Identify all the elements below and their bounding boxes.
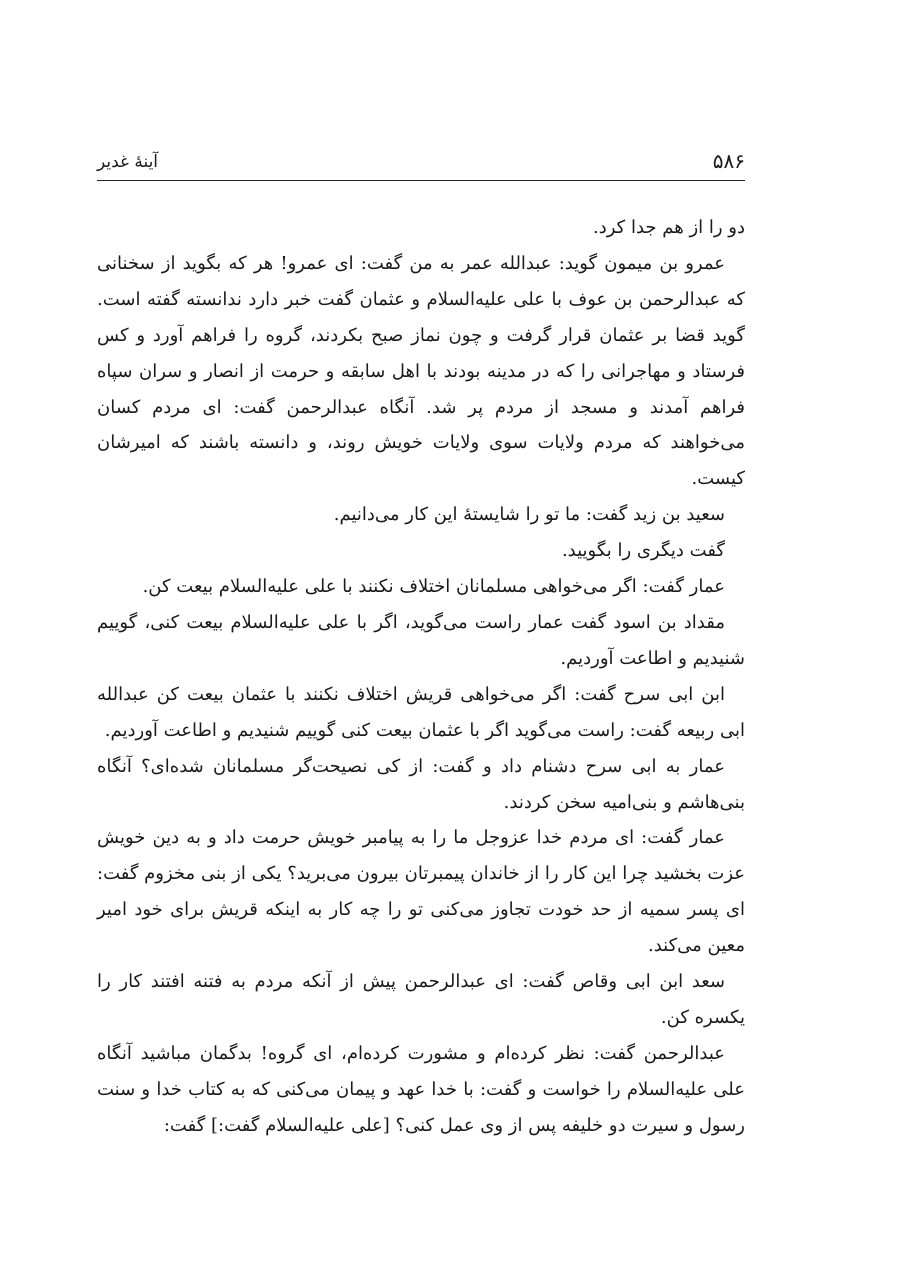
running-header	[97, 148, 745, 181]
paragraph: عمار به ابی سرح دشنام داد و گفت: از کی نصیحت‌گر مسلمانان شده‌ای؟ آنگاه بنی‌هاشم و بنی‌امیه سخن کردند.	[97, 755, 745, 813]
paragraph: مقداد بن اسود گفت عمار راست می‌گوید، اگر با علی علیه‌السلام بیعت کنی، گوییم شنیدیم و اطاعت آوردیم.	[97, 611, 745, 669]
page-number: ۵۸۶	[712, 149, 745, 173]
body-text	[97, 210, 745, 1144]
paragraph: گفت دیگری را بگویید.	[561, 540, 725, 562]
paragraph: عمار گفت: اگر می‌خواهی مسلمانان اختلاف نکنند با علی علیه‌السلام بیعت کن.	[142, 576, 725, 598]
paragraph: سعد ابن ابی وقاص گفت: ای عبدالرحمن پیش از آنکه مردم به فتنه افتند کار را یکسره کن.	[97, 971, 745, 1028]
paragraph: ابن ابی سرح گفت: اگر می‌خواهی قریش اختلاف نکنند با عثمان بیعت کن عبدالله ابی ربیعه گفت: راست می‌گوید اگر با عثمان بیعت کنی گوییم شنیدیم و اطاعت آوردیم.	[97, 683, 745, 741]
paragraph: عبدالرحمن گفت: نظر کرده‌ام و مشورت کرده‌ام، ای گروه! بدگمان مباشید آنگاه علی علیه‌السلام را خواست و گفت: با خدا عهد و پیمان می‌کنی که به کتاب خدا و سنت رسول و سیرت دو خلیفه پس از وی عمل کنی؟ [علی علیه‌السلام گفت:] گفت:	[97, 1042, 745, 1136]
paragraph: عمار گفت: ای مردم خدا عزوجل ما را به پیامبر خویش حرمت داد و به دین خویش عزت بخشید چرا این کار را از خاندان پیمبرتان بیرون می‌برید؟ یکی از بنی مخزوم گفت: ای پسر سمیه از حد خودت تجاوز می‌کنی تو را چه کار به اینکه قریش برای خود امیر معین می‌کند.	[97, 827, 745, 957]
paragraph: دو را از هم جدا کرد.	[593, 217, 745, 238]
paragraph: عمرو بن میمون گوید: عبدالله عمر به من گفت: ای عمرو! هر که بگوید از سخنانی که عبدالرحمن بن عوف با علی علیه‌السلام و عثمان گفت خبر دارد ندانسته گفته است. گوید قضا بر عثمان قرار گرفت و چون نماز صبح بکردند، گروه را فراهم آورد و کس فرستاد و مهاجرانی را که در مدینه بودند با اهل سابقه و حرمت از انصار و سران سپاه فراهم آمدند و مسجد از مردم پر شد. آنگاه عبدالرحمن گفت: ای مردم کسان می‌خواهند که مردم ولایات سوی ولایات خویش روند، و دانسته باشند که امیرشان کیست.	[97, 252, 745, 490]
book-title: آینهٔ غدیر	[97, 152, 159, 172]
paragraph: سعید بن زید گفت: ما تو را شایستهٔ این کار می‌دانیم.	[333, 504, 725, 526]
